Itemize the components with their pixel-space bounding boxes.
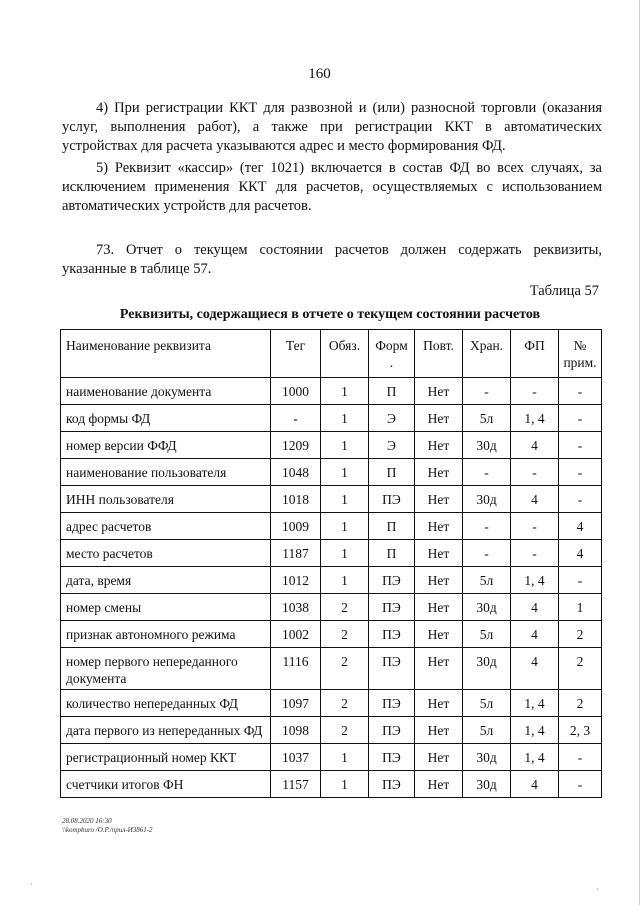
cell-povt: Нет: [415, 771, 463, 798]
cell-hran: 30д: [463, 771, 511, 798]
footer-timestamp: 28.08.2020 16:30: [62, 817, 112, 825]
cell-form: П: [369, 513, 415, 540]
cell-form: ПЭ: [369, 771, 415, 798]
cell-obz: 1: [321, 540, 369, 567]
cell-obz: 1: [321, 459, 369, 486]
header-teg: Тег: [271, 330, 321, 378]
cell-hran: -: [463, 459, 511, 486]
cell-povt: Нет: [415, 744, 463, 771]
cell-fp: 1, 4: [511, 744, 559, 771]
paragraph-5: 5) Реквизит «кассир» (тег 1021) включается в состав ФД во всех случаях, за исключением применения ККТ для расчетов, осуществляемых с использованием автоматических устройств для расчетов.: [62, 160, 602, 214]
print-footer: [62, 817, 153, 835]
cell-teg: 1000: [271, 378, 321, 405]
cell-form: ПЭ: [369, 744, 415, 771]
cell-prim: -: [559, 432, 602, 459]
cell-povt: Нет: [415, 648, 463, 690]
cell-name: признак автономного режима: [61, 621, 271, 648]
cell-obz: 1: [321, 405, 369, 432]
cell-povt: Нет: [415, 486, 463, 513]
paragraph-4: 4) При регистрации ККТ для развозной и (или) разносной торговли (оказания услуг, выполнения работ), а также при регистрации ККТ в автоматических устройствах для расчета указываются адрес и место формирования ФД.: [62, 100, 602, 154]
cell-prim: 2: [559, 648, 602, 690]
cell-fp: 4: [511, 432, 559, 459]
cell-povt: Нет: [415, 459, 463, 486]
table-row: [61, 594, 602, 621]
cell-hran: -: [463, 378, 511, 405]
cell-fp: -: [511, 378, 559, 405]
table-row: [61, 459, 602, 486]
cell-form: ПЭ: [369, 594, 415, 621]
cell-name: адрес расчетов: [61, 513, 271, 540]
cell-prim: 2: [559, 690, 602, 717]
cell-form: П: [369, 540, 415, 567]
header-hran: Хран.: [463, 330, 511, 378]
cell-name: наименование документа: [61, 378, 271, 405]
cell-fp: 4: [511, 594, 559, 621]
cell-fp: 4: [511, 771, 559, 798]
table-title: Реквизиты, содержащиеся в отчете о текущем состоянии расчетов: [119, 307, 541, 322]
cell-prim: -: [559, 378, 602, 405]
table-row: [61, 717, 602, 744]
cell-prim: 2, 3: [559, 717, 602, 744]
cell-teg: 1097: [271, 690, 321, 717]
cell-form: ПЭ: [369, 690, 415, 717]
header-name: Наименование реквизита: [61, 330, 271, 378]
table-row: [61, 432, 602, 459]
cell-form: Э: [369, 432, 415, 459]
cell-obz: 2: [321, 648, 369, 690]
cell-obz: 1: [321, 771, 369, 798]
cell-fp: -: [511, 513, 559, 540]
cell-povt: Нет: [415, 405, 463, 432]
cell-name: код формы ФД: [61, 405, 271, 432]
cell-teg: 1002: [271, 621, 321, 648]
cell-hran: 30д: [463, 432, 511, 459]
table-row: [61, 621, 602, 648]
table-number: Таблица 57: [529, 283, 599, 299]
cell-fp: -: [511, 540, 559, 567]
cell-prim: -: [559, 567, 602, 594]
table-header-row: [61, 330, 602, 378]
cell-povt: Нет: [415, 594, 463, 621]
cell-form: П: [369, 459, 415, 486]
cell-fp: 1, 4: [511, 690, 559, 717]
cell-teg: 1018: [271, 486, 321, 513]
footer-file-path: \\kompburo /О.Р./прил-И3861-2: [62, 826, 153, 834]
cell-prim: 2: [559, 621, 602, 648]
cell-form: ПЭ: [369, 486, 415, 513]
cell-povt: Нет: [415, 717, 463, 744]
cell-prim: 4: [559, 513, 602, 540]
cell-obz: 1: [321, 432, 369, 459]
cell-prim: -: [559, 486, 602, 513]
table-row: [61, 405, 602, 432]
cell-name: регистрационный номер ККТ: [61, 744, 271, 771]
scan-speck: ·: [596, 885, 599, 894]
cell-hran: 5л: [463, 717, 511, 744]
cell-name: дата, время: [61, 567, 271, 594]
table-row: [61, 690, 602, 717]
cell-prim: -: [559, 771, 602, 798]
cell-form: ПЭ: [369, 621, 415, 648]
cell-hran: 30д: [463, 486, 511, 513]
cell-fp: 4: [511, 648, 559, 690]
header-povt: Повт.: [415, 330, 463, 378]
cell-name: место расчетов: [61, 540, 271, 567]
cell-fp: 1, 4: [511, 567, 559, 594]
cell-povt: Нет: [415, 567, 463, 594]
cell-form: ПЭ: [369, 717, 415, 744]
cell-hran: -: [463, 540, 511, 567]
cell-povt: Нет: [415, 690, 463, 717]
cell-fp: 1, 4: [511, 405, 559, 432]
table-row: [61, 378, 602, 405]
cell-povt: Нет: [415, 432, 463, 459]
cell-teg: 1038: [271, 594, 321, 621]
cell-povt: Нет: [415, 513, 463, 540]
cell-teg: -: [271, 405, 321, 432]
header-form: Форм .: [369, 330, 415, 378]
cell-hran: 5л: [463, 690, 511, 717]
cell-obz: 2: [321, 717, 369, 744]
cell-hran: 5л: [463, 621, 511, 648]
cell-form: ПЭ: [369, 648, 415, 690]
cell-form: П: [369, 378, 415, 405]
cell-povt: Нет: [415, 378, 463, 405]
cell-name: наименование пользователя: [61, 459, 271, 486]
header-obz: Обяз.: [321, 330, 369, 378]
cell-hran: 30д: [463, 594, 511, 621]
header-prim: № прим.: [559, 330, 602, 378]
table-row: [61, 540, 602, 567]
cell-prim: -: [559, 744, 602, 771]
cell-teg: 1048: [271, 459, 321, 486]
cell-name: номер первого непереданного документа: [61, 648, 271, 690]
cell-fp: 1, 4: [511, 717, 559, 744]
cell-teg: 1116: [271, 648, 321, 690]
cell-obz: 1: [321, 567, 369, 594]
header-fp: ФП: [511, 330, 559, 378]
cell-prim: -: [559, 405, 602, 432]
cell-teg: 1187: [271, 540, 321, 567]
table-row: [61, 513, 602, 540]
table-row: [61, 567, 602, 594]
cell-obz: 1: [321, 744, 369, 771]
cell-hran: 5л: [463, 405, 511, 432]
table-row: [61, 771, 602, 798]
cell-name: счетчики итогов ФН: [61, 771, 271, 798]
table-body: [61, 378, 602, 798]
cell-obz: 2: [321, 690, 369, 717]
cell-prim: -: [559, 459, 602, 486]
cell-obz: 1: [321, 378, 369, 405]
cell-hran: 30д: [463, 648, 511, 690]
cell-obz: 2: [321, 621, 369, 648]
cell-teg: 1012: [271, 567, 321, 594]
cell-form: ПЭ: [369, 567, 415, 594]
cell-obz: 1: [321, 513, 369, 540]
scan-speck: ·: [30, 880, 33, 889]
cell-obz: 2: [321, 594, 369, 621]
cell-teg: 1037: [271, 744, 321, 771]
cell-form: Э: [369, 405, 415, 432]
cell-fp: 4: [511, 621, 559, 648]
cell-povt: Нет: [415, 540, 463, 567]
cell-obz: 1: [321, 486, 369, 513]
cell-name: ИНН пользователя: [61, 486, 271, 513]
cell-teg: 1209: [271, 432, 321, 459]
cell-prim: 4: [559, 540, 602, 567]
table-row: [61, 648, 602, 690]
cell-name: количество непереданных ФД: [61, 690, 271, 717]
cell-name: номер смены: [61, 594, 271, 621]
cell-fp: -: [511, 459, 559, 486]
cell-fp: 4: [511, 486, 559, 513]
cell-hran: 30д: [463, 744, 511, 771]
table-row: [61, 486, 602, 513]
cell-prim: 1: [559, 594, 602, 621]
cell-name: номер версии ФФД: [61, 432, 271, 459]
cell-hran: 5л: [463, 567, 511, 594]
cell-teg: 1098: [271, 717, 321, 744]
table-row: [61, 744, 602, 771]
cell-name: дата первого из непереданных ФД: [61, 717, 271, 744]
cell-povt: Нет: [415, 621, 463, 648]
cell-hran: -: [463, 513, 511, 540]
page-number: 160: [308, 66, 331, 82]
requisites-table: [60, 329, 602, 798]
cell-teg: 1157: [271, 771, 321, 798]
paragraph-73: 73. Отчет о текущем состоянии расчетов должен содержать реквизиты, указанные в таблице 57.: [62, 242, 602, 277]
cell-teg: 1009: [271, 513, 321, 540]
